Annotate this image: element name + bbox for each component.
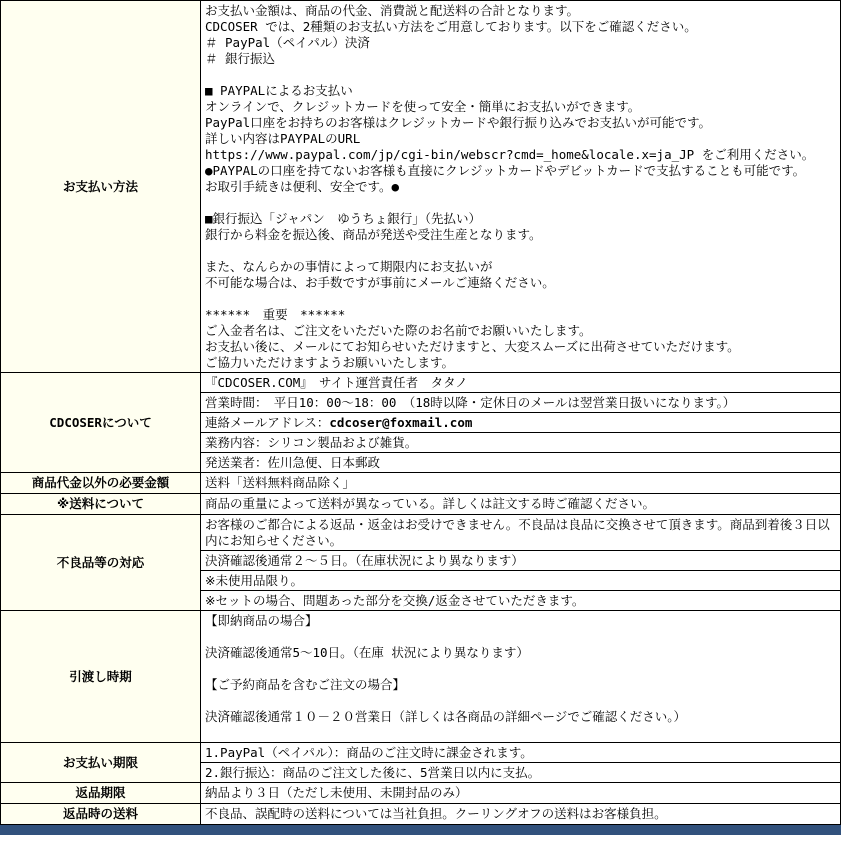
table-row-defective-items bbox=[1, 515, 840, 611]
text-line: 業務内容：シリコン製品および雑貨。 bbox=[205, 435, 418, 450]
text-line: お取引手続きは便利、安全です。● bbox=[205, 179, 400, 194]
table-row-return-deadline bbox=[1, 783, 840, 804]
text-line bbox=[205, 195, 836, 211]
text-line: オンラインで、クレジットカードを使って安全・簡単にお支払いができます。 bbox=[205, 99, 641, 114]
row-cell bbox=[201, 494, 840, 514]
row-cell bbox=[201, 551, 840, 571]
text-line: 2.銀行振込：商品のご注文した後に、5営業日以内に支払。 bbox=[205, 765, 541, 780]
row-label-return-shipping: 返品時の送料 bbox=[1, 804, 201, 824]
text-line: ■銀行振込「ジャパン ゆうちょ銀行」（先払い） bbox=[205, 211, 482, 226]
table-row-payment-deadline bbox=[1, 743, 840, 783]
text-line bbox=[205, 661, 836, 677]
row-cell bbox=[201, 591, 840, 610]
text-line: CDCOSER では、2種類のお支払い方法をご用意しております。以下をご確認ください。 bbox=[205, 19, 697, 34]
text-line: 『CDCOSER.COM』 サイト運営責任者 タタノ bbox=[205, 375, 468, 390]
text-line: 決済確認後通常5～10日。（在庫 状況により異なります） bbox=[205, 645, 529, 660]
row-cell bbox=[201, 571, 840, 591]
text-line: 送料「送料無料商品除く」 bbox=[205, 475, 356, 490]
row-content-shipping-note bbox=[201, 494, 840, 514]
text-line: 不良品、誤配時の送料については当社負担。クーリングオフの送料はお客様負担。 bbox=[205, 806, 667, 821]
text-line: ※未使用品限り。 bbox=[205, 573, 303, 588]
row-cell bbox=[201, 743, 840, 763]
text-line: 詳しい内容はPAYPALのURL bbox=[205, 131, 361, 146]
text-line: お客様のご都合による返品・返金はお受けできません。不良品は良品に交換させて頂きます。商品到着後３日以内にお知らせください。 bbox=[205, 517, 830, 548]
text-line: お支払い後に、メールにてお知らせいただけますと、大変スムーズに出荷させていただけます。 bbox=[205, 339, 740, 354]
text-line bbox=[205, 291, 836, 307]
row-label-about-cdcoser: CDCOSERについて bbox=[1, 373, 201, 472]
row-label-extra-fees: 商品代金以外の必要金額 bbox=[1, 473, 201, 493]
row-content-payment-deadline bbox=[201, 743, 840, 782]
text-line: 【ご予約商品を含むご注文の場合】 bbox=[205, 677, 406, 692]
row-label-delivery-time: 引渡し時期 bbox=[1, 611, 201, 742]
text-line bbox=[205, 629, 836, 645]
row-content-extra-fees bbox=[201, 473, 840, 493]
text-line: 不可能な場合は、お手数ですが事前にメールご連絡ください。 bbox=[205, 275, 555, 290]
row-cell bbox=[201, 413, 840, 433]
row-cell bbox=[201, 393, 840, 413]
row-cell bbox=[201, 453, 840, 472]
text-line bbox=[205, 67, 836, 83]
row-cell bbox=[201, 473, 840, 493]
table-row-return-shipping bbox=[1, 804, 840, 825]
row-cell bbox=[201, 611, 840, 742]
text-line bbox=[205, 693, 836, 709]
row-label-payment-deadline: お支払い期限 bbox=[1, 743, 201, 782]
text-line: お支払い金額は、商品の代金、消費説と配送料の合計となります。 bbox=[205, 3, 580, 18]
row-label-shipping-note: ※送料について bbox=[1, 494, 201, 514]
table-row-shipping-note bbox=[1, 494, 840, 515]
text-line: 納品より３日（ただし未使用、未開封品のみ） bbox=[205, 785, 468, 800]
text-line: 決済確認後通常２～５日。（在庫状況により異なります） bbox=[205, 553, 524, 568]
row-cell bbox=[201, 373, 840, 393]
text-line: ご入金者名は、ご注文をいただいた際のお名前でお願いいたします。 bbox=[205, 323, 592, 338]
email-text: cdcoser@foxmail.com bbox=[329, 415, 473, 430]
row-content-return-shipping bbox=[201, 804, 840, 824]
table-row-delivery-time bbox=[1, 611, 840, 743]
text-line: ＃ 銀行振込 bbox=[205, 51, 276, 66]
text-line: 1.PayPal（ペイパル）：商品のご注文時に課金されます。 bbox=[205, 745, 533, 760]
row-cell bbox=[201, 515, 840, 551]
table-row-about-cdcoser bbox=[1, 373, 840, 473]
row-content-return-deadline bbox=[201, 783, 840, 803]
row-label-payment-method: お支払い方法 bbox=[1, 1, 201, 372]
row-cell bbox=[201, 804, 840, 824]
text-line: 発送業者：佐川急便、日本郵政 bbox=[205, 455, 381, 470]
row-label-defective-items: 不良品等の対応 bbox=[1, 515, 201, 610]
text-line: ■ PAYPALによるお支払い bbox=[205, 83, 353, 98]
row-cell bbox=[201, 783, 840, 803]
text-line: 決済確認後通常１０－２０営業日（詳しくは各商品の詳細ページでご確認ください。） bbox=[205, 709, 687, 724]
text-line: 商品の重量によって送料が異なっている。詳しくは註文する時ご確認ください。 bbox=[205, 496, 656, 511]
text-line bbox=[205, 243, 836, 259]
row-cell bbox=[201, 763, 840, 782]
text-line: ****** 重要 ****** bbox=[205, 307, 346, 322]
text-line: ご協力いただけますようお願いいたします。 bbox=[205, 355, 455, 370]
text-line: 【即納商品の場合】 bbox=[205, 613, 318, 628]
row-label-return-deadline: 返品期限 bbox=[1, 783, 201, 803]
row-content-about-cdcoser bbox=[201, 373, 840, 472]
text-line: ●PAYPALの口座を持てないお客様も直接にクレジットカードやデビットカードで支払することも可能です。 bbox=[205, 163, 806, 178]
table-row-extra-fees bbox=[1, 473, 840, 494]
text-line: また、なんらかの事情によって期限内にお支払いが bbox=[205, 259, 493, 274]
text-line: ＃ PayPal（ペイパル）決済 bbox=[205, 35, 370, 50]
text-line: https://www.paypal.com/jp/cgi-bin/webscr?cmd=_home&locale.x=ja_JP をご利用ください。 bbox=[205, 147, 815, 162]
text-line: 営業時間： 平日10：00～18：00 （18時以降・定休日のメールは翌営業日扱いになります。） bbox=[205, 395, 736, 410]
table-row-payment-method bbox=[1, 1, 840, 373]
row-content-delivery-time bbox=[201, 611, 840, 742]
text-line bbox=[205, 725, 836, 741]
row-cell bbox=[201, 1, 840, 372]
footer-bar bbox=[0, 825, 841, 835]
text-line bbox=[205, 415, 836, 431]
row-content-defective-items bbox=[201, 515, 840, 610]
row-content-payment-method bbox=[201, 1, 840, 372]
text-line: 銀行から料金を振込後、商品が発送や受注生産となります。 bbox=[205, 227, 542, 242]
row-cell bbox=[201, 433, 840, 453]
text-line: ※セットの場合、問題あった部分を交換/返金させていただきます。 bbox=[205, 593, 585, 608]
text-line: PayPal口座をお持ちのお客様はクレジットカードや銀行振り込みでお支払いが可能です。 bbox=[205, 115, 711, 130]
text-segment: 連絡メールアドレス： bbox=[205, 415, 330, 430]
